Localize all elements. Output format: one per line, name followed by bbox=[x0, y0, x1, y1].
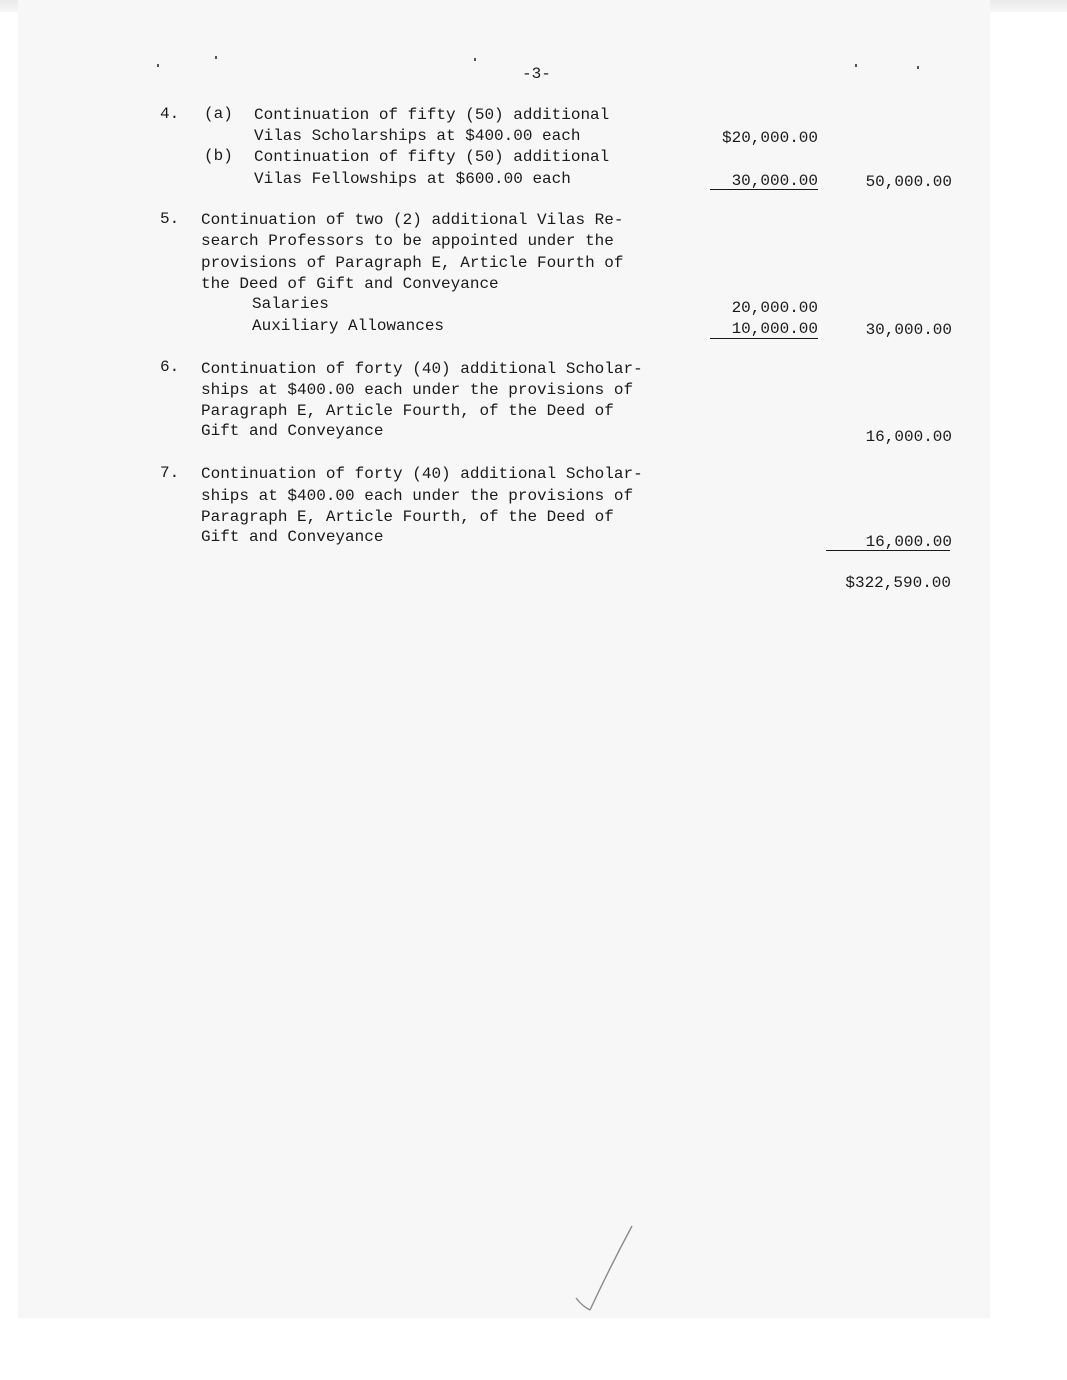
item-line: search Professors to be appointed under the bbox=[201, 232, 614, 250]
item-number: 7. bbox=[160, 464, 180, 482]
document-page bbox=[18, 0, 990, 1318]
detail-amount: 10,000.00 bbox=[731, 320, 818, 338]
item-line: Vilas Scholarships at $400.00 each bbox=[254, 127, 581, 145]
sub-amount: 30,000.00 bbox=[731, 172, 818, 190]
item-line: provisions of Paragraph E, Article Fourth of bbox=[201, 254, 624, 272]
item-line: ships at $400.00 each under the provisions of bbox=[201, 487, 634, 505]
detail-label: Auxiliary Allowances bbox=[252, 317, 445, 335]
item-number: 5. bbox=[160, 210, 180, 228]
item-number: 6. bbox=[160, 358, 180, 376]
scan-speck bbox=[917, 66, 919, 69]
subtotal-underline bbox=[710, 189, 818, 190]
detail-amount: 20,000.00 bbox=[731, 299, 818, 317]
item-line: Continuation of forty (40) additional Scholar- bbox=[201, 360, 643, 378]
scan-speck bbox=[855, 64, 857, 67]
detail-label: Salaries bbox=[252, 295, 329, 313]
item-total: 50,000.00 bbox=[865, 173, 952, 191]
item-line: Paragraph E, Article Fourth, of the Deed of bbox=[201, 402, 614, 420]
item-line: Continuation of fifty (50) additional bbox=[254, 148, 610, 166]
check-mark-icon bbox=[570, 1222, 640, 1317]
item-line: Gift and Conveyance bbox=[201, 422, 384, 440]
item-line: Paragraph E, Article Fourth, of the Deed of bbox=[201, 508, 614, 526]
item-total: 30,000.00 bbox=[865, 321, 952, 339]
item-total: 16,000.00 bbox=[865, 428, 952, 446]
sub-amount: $20,000.00 bbox=[721, 129, 818, 147]
subtotal-underline bbox=[710, 338, 818, 339]
item-line: ships at $400.00 each under the provisions of bbox=[201, 381, 634, 399]
scan-speck bbox=[215, 56, 217, 59]
page-number: -3- bbox=[522, 65, 551, 83]
grand-total: $322,590.00 bbox=[845, 574, 951, 592]
item-line: Continuation of two (2) additional Vilas Re- bbox=[201, 211, 624, 229]
item-line: Continuation of forty (40) additional Scholar- bbox=[201, 465, 643, 483]
sub-item-letter: (b) bbox=[204, 147, 233, 165]
item-line: Vilas Fellowships at $600.00 each bbox=[254, 170, 571, 188]
item-line: Gift and Conveyance bbox=[201, 528, 384, 546]
item-line: the Deed of Gift and Conveyance bbox=[201, 275, 499, 293]
item-line: Continuation of fifty (50) additional bbox=[254, 106, 610, 124]
item-number: 4. bbox=[160, 105, 180, 123]
sub-item-letter: (a) bbox=[204, 105, 233, 123]
scan-speck bbox=[157, 64, 159, 67]
item-total: 16,000.00 bbox=[865, 533, 952, 551]
scan-speck bbox=[474, 58, 476, 61]
total-underline bbox=[826, 550, 950, 551]
